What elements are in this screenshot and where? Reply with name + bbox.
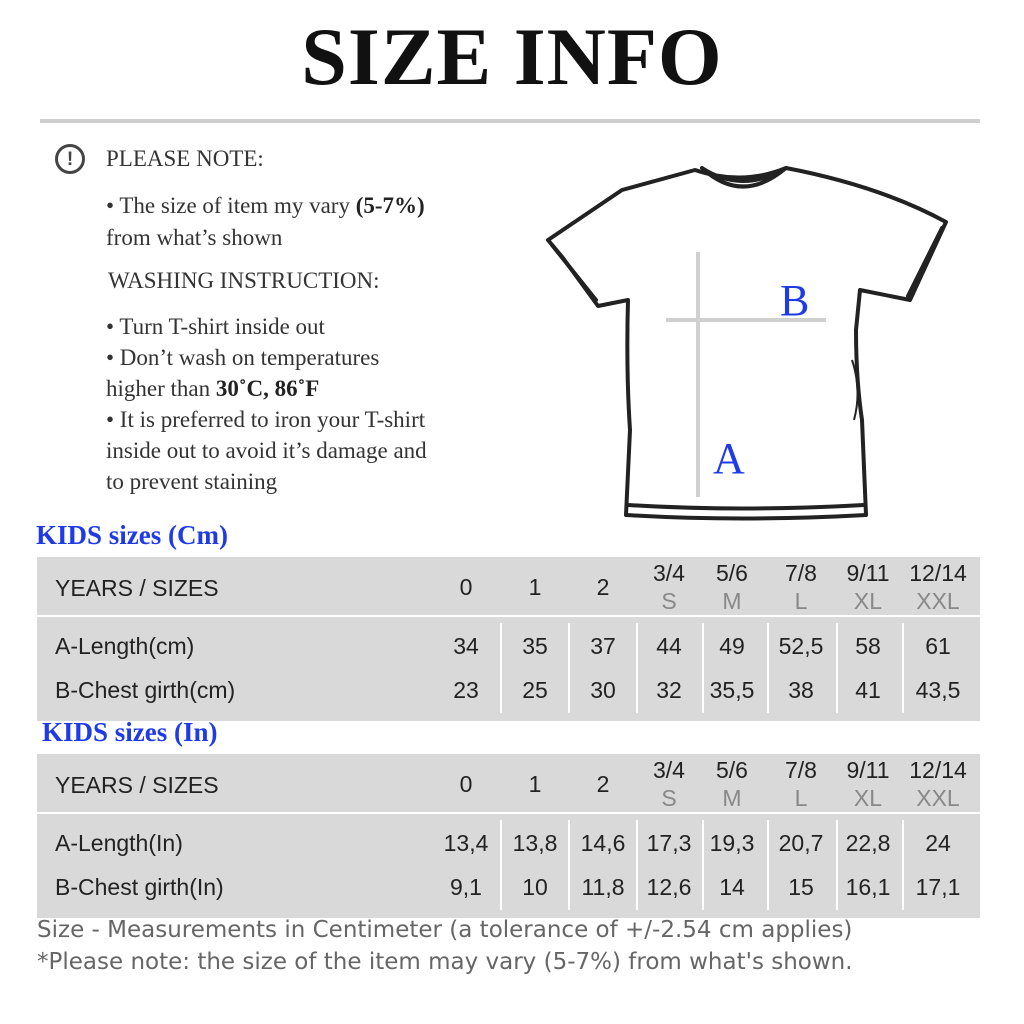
column-divider [702,820,704,910]
table-cell: 13,4 [443,830,489,856]
right-sleeve-hem [908,228,942,296]
table-cell: 11,8 [581,874,625,900]
note-line-2: from what’s shown [106,225,283,250]
column-header: 7/8 [785,757,817,783]
column-divider [500,623,502,713]
column-size-letter: XL [853,785,883,811]
table-cell: 14,6 [580,830,626,856]
column-header: 0 [459,771,473,797]
washing-line-1: • Turn T-shirt inside out [106,314,325,339]
table-cell: 9,1 [450,874,482,900]
header-label: YEARS / SIZES [55,575,219,601]
title-divider [40,119,980,123]
column-size-letter: XXL [916,785,960,811]
table-row [37,669,980,713]
column-divider [836,820,838,910]
exclamation-circle-icon: ! [55,144,85,174]
table-row [37,866,980,910]
column-size-letter: S [661,588,677,614]
table-cell: 17,1 [915,874,961,900]
column-size-letter: M [722,785,742,811]
table-cell: 16,1 [845,874,891,900]
table-cell: 19,3 [709,830,755,856]
column-header: 1 [528,574,542,600]
table-cell: 20,7 [778,830,824,856]
column-header: 5/6 [716,560,748,586]
column-size-letter: S [661,785,677,811]
table-cell: 43,5 [915,677,961,703]
table-cell: 17,3 [646,830,692,856]
column-divider [702,623,704,713]
column-divider [636,820,638,910]
column-header: 12/14 [909,757,967,783]
table-row [37,625,980,669]
washing-line-5: inside out to avoid it’s damage and [106,438,427,463]
column-size-letter: XXL [916,588,960,614]
table-header-row [37,754,980,814]
in-table-title: KIDS sizes (In) [42,717,218,747]
table-cell: 35,5 [709,677,755,703]
table-cell: 14 [719,874,745,900]
row-label: A-Length(In) [55,830,183,856]
note-line-1 [106,193,425,219]
column-divider [902,623,904,713]
row-label: B-Chest girth(In) [55,874,224,900]
column-header: 3/4 [653,560,685,586]
column-divider [500,820,502,910]
header-label: YEARS / SIZES [55,772,219,798]
column-header: 9/11 [846,560,890,586]
column-divider [568,820,570,910]
column-header: 1 [528,771,542,797]
table-row [37,822,980,866]
washing-line-3 [106,376,319,402]
table-cell: 24 [925,830,951,856]
table-cell: 22,8 [845,830,891,856]
cm-table-title: KIDS sizes (Cm) [36,520,228,550]
row-label: B-Chest girth(cm) [55,677,236,703]
row-label: A-Length(cm) [55,633,195,659]
column-header: 12/14 [909,560,967,586]
bottom-hem [628,505,864,509]
column-header: 3/4 [653,757,685,783]
table-cell: 38 [788,677,814,703]
column-divider [902,820,904,910]
column-header: 2 [596,771,610,797]
column-header: 7/8 [785,560,817,586]
washing-temperature: 30˚C, 86˚F [215,376,320,401]
column-divider [836,623,838,713]
table-cell: 12,6 [646,874,692,900]
note-percentage: (5-7%) [355,193,425,218]
table-cell: 34 [453,633,479,659]
table-cell: 25 [522,677,548,703]
please-note-heading: PLEASE NOTE: [106,146,264,171]
washing-heading: WASHING INSTRUCTION: [108,268,380,293]
table-cell: 23 [453,677,479,703]
column-divider [767,820,769,910]
washing-line-3-text: higher than [106,376,216,401]
table-cell: 32 [656,677,682,703]
column-divider [767,623,769,713]
page-title: SIZE INFO [301,11,723,102]
table-cell: 37 [590,633,616,659]
footer-tolerance: Size - Measurements in Centimeter (a tolerance of +/-2.54 cm applies) [37,917,853,943]
table-cell: 10 [522,874,548,900]
table-cell: 35 [522,633,548,659]
footer-note: *Please note: the size of the item may vary (5-7%) from what's shown. [37,949,853,975]
column-header: 2 [596,574,610,600]
table-cell: 52,5 [778,633,824,659]
table-header-row [37,557,980,617]
column-size-letter: L [794,785,808,811]
table-cell: 41 [855,677,881,703]
table-cell: 61 [925,633,951,659]
label-b: B [780,276,810,325]
size-table-cm [37,557,980,721]
size-table-in [37,754,980,918]
column-divider [636,623,638,713]
washing-line-2: • Don’t wash on temperatures [106,345,380,370]
column-size-letter: XL [853,588,883,614]
table-cell: 44 [656,633,682,659]
tshirt-diagram [540,150,960,530]
column-header: 9/11 [846,757,890,783]
washing-line-4: • It is preferred to iron your T-shirt [106,407,426,432]
washing-line-6: to prevent staining [106,469,278,494]
column-size-letter: L [794,588,808,614]
table-cell: 30 [590,677,616,703]
column-header: 0 [459,574,473,600]
note-line-1-text: • The size of item my vary [106,193,356,218]
left-sleeve-hem [552,245,596,300]
table-cell: 49 [719,633,745,659]
label-a: A [713,434,745,483]
column-header: 5/6 [716,757,748,783]
table-cell: 15 [788,874,814,900]
column-divider [568,623,570,713]
table-cell: 58 [855,633,881,659]
tshirt-outline [548,168,946,519]
table-cell: 13,8 [512,830,558,856]
column-size-letter: M [722,588,742,614]
